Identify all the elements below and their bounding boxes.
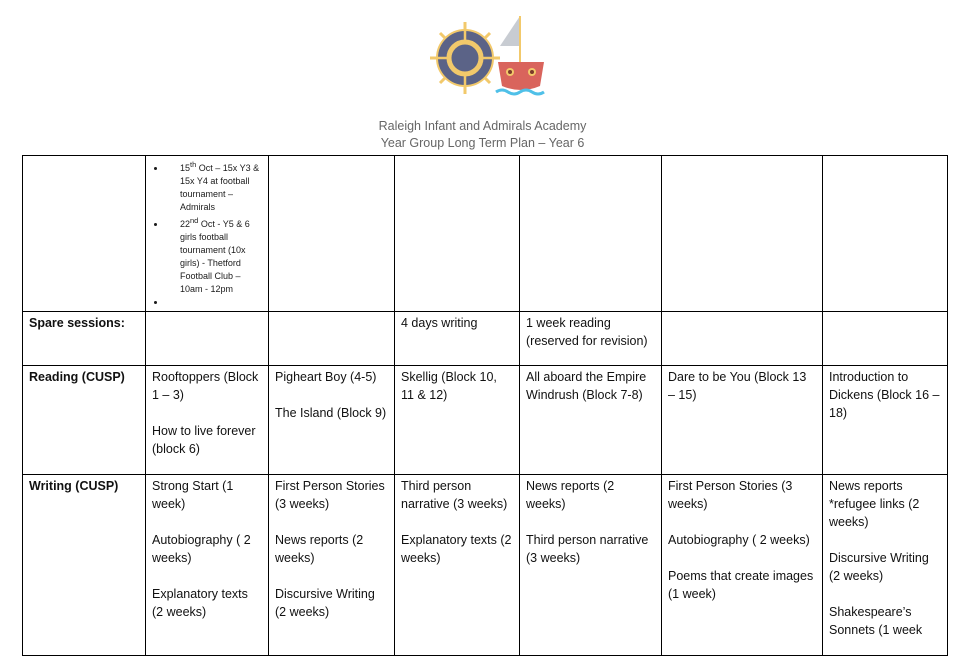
table-cell: [395, 475, 520, 656]
cell-entry: 4 days writing: [401, 316, 478, 330]
cell-entry: Pigheart Boy (4-5): [275, 370, 377, 384]
cell-entry: News reports *refugee links (2 weeks): [829, 479, 920, 529]
table-cell: [146, 312, 269, 366]
cell-entry: Third person narrative (3 weeks): [526, 533, 649, 565]
cell-entry: Explanatory texts (2 weeks): [401, 533, 512, 565]
list-item: [166, 296, 262, 309]
table-cell: [395, 312, 520, 366]
cell-entry: Dare to be You (Block 13 – 15): [668, 370, 807, 402]
cell-entry: How to live forever (block 6): [152, 424, 256, 456]
cell-entry: Rooftoppers (Block 1 – 3): [152, 370, 259, 402]
table-cell: [269, 312, 395, 366]
cell-entry: Explanatory texts (2 weeks): [152, 587, 248, 619]
cell-entry: Strong Start (1 week): [152, 479, 234, 511]
events-cell: [146, 156, 269, 312]
list-item: • 15th Oct – 15x Y3 & 15x Y4 at football tournament – Admirals: [166, 158, 262, 214]
cell-entry: Skellig (Block 10, 11 & 12): [401, 370, 497, 402]
table-row-reading: [23, 366, 948, 475]
cell-entry: Discursive Writing (2 weeks): [275, 587, 375, 619]
boat-icon: [496, 16, 544, 94]
cell-entry: Discursive Writing (2 weeks): [829, 551, 929, 583]
table-cell: [269, 475, 395, 656]
table-cell: [520, 312, 662, 366]
cell-entry: Third person narrative (3 weeks): [401, 479, 508, 511]
table-cell: [269, 366, 395, 475]
school-logo: [430, 14, 550, 98]
cell-entry: 1 week reading (reserved for revision): [526, 316, 648, 348]
cell-entry: News reports (2 weeks): [275, 533, 364, 565]
document-header: [0, 118, 965, 152]
row-label: Reading (CUSP): [23, 366, 146, 475]
cell-entry: First Person Stories (3 weeks): [275, 479, 385, 511]
table-cell: [520, 366, 662, 475]
table-cell: [395, 366, 520, 475]
cell-entry: Autobiography ( 2 weeks): [152, 533, 251, 565]
table-cell: [823, 475, 948, 656]
row-label: Spare sessions:: [23, 312, 146, 366]
table-cell: [146, 366, 269, 475]
cell-entry: Introduction to Dickens (Block 16 – 18): [829, 370, 940, 420]
table-cell: [662, 475, 823, 656]
school-name: Raleigh Infant and Admirals Academy: [378, 119, 587, 133]
events-list: [152, 158, 262, 309]
table-row: [23, 156, 948, 312]
table-cell: [823, 312, 948, 366]
table-cell: [662, 312, 823, 366]
list-item: • 22nd Oct - Y5 & 6 girls football tournament (10x girls) - Thetford Football Club – 10am - 12pm: [166, 214, 262, 296]
ships-wheel-icon: [430, 22, 500, 94]
long-term-plan-table: [22, 155, 948, 656]
cell-entry: Poems that create images (1 week): [668, 569, 814, 601]
table-cell: [146, 475, 269, 656]
table-row-writing: [23, 475, 948, 656]
table-cell: [823, 366, 948, 475]
row-label: Writing (CUSP): [23, 475, 146, 656]
cell-entry: Autobiography ( 2 weeks): [668, 533, 810, 547]
table-row-spare-sessions: [23, 312, 948, 366]
cell-entry: All aboard the Empire Windrush (Block 7-8): [526, 370, 647, 402]
table-cell: [662, 366, 823, 475]
cell-entry: First Person Stories (3 weeks): [668, 479, 793, 511]
cell-entry: News reports (2 weeks): [526, 479, 615, 511]
table-cell: [520, 475, 662, 656]
cell-entry: The Island (Block 9): [275, 406, 387, 420]
plan-title: Year Group Long Term Plan – Year 6: [380, 136, 585, 150]
cell-entry: Shakespeare’s Sonnets (1 week: [829, 605, 923, 637]
